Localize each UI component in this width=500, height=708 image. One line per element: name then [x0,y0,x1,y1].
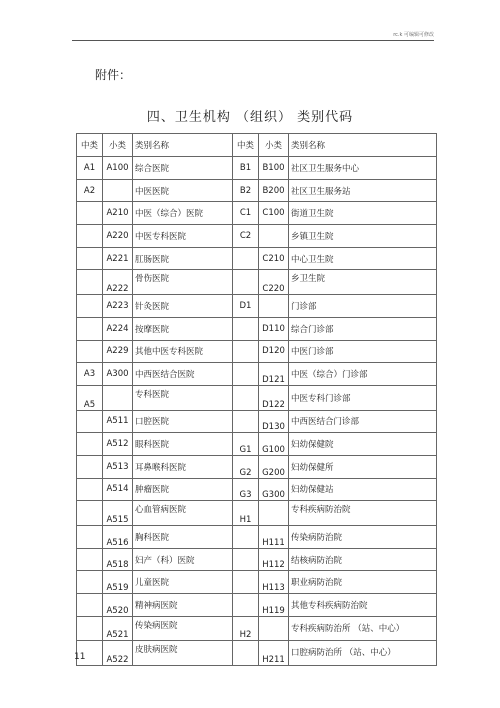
table-row [77,641,437,666]
cell-sub-class: B200 [259,179,289,202]
table-row [77,616,437,641]
header-sub-class: 小类 [103,134,133,157]
header-category-name: 类别名称 [133,134,233,157]
cell-category-name: 中医（综合）医院 [133,202,233,225]
cell-sub-class: A100 [103,157,133,180]
cell-mid-class: G1 [233,433,259,456]
cell-category-name: 中西医结合医院 [133,363,233,386]
cell-mid-class [77,594,103,617]
table-row [77,478,437,501]
cell-sub-class: A513 [103,455,133,478]
cell-sub-class: C220 [259,270,289,295]
cell-category-name: 中医医院 [133,179,233,202]
cell-category-name: 其他专科疾病防治院 [289,594,437,617]
cell-mid-class: C1 [233,202,259,225]
cell-category-name: 妇产（科）医院 [133,548,233,571]
cell-mid-class [77,340,103,363]
cell-category-name: 妇幼保健院 [289,433,437,456]
cell-sub-class: A514 [103,478,133,501]
header-mid-class: 中类 [233,134,259,157]
cell-mid-class [77,571,103,594]
cell-sub-class [259,501,289,526]
cell-sub-class: H112 [259,548,289,571]
cell-sub-class: A521 [103,616,133,641]
cell-category-name: 按摩医院 [133,317,233,340]
cell-mid-class: A1 [77,157,103,180]
table-row [77,247,437,270]
cell-mid-class: H2 [233,616,259,641]
cell-mid-class: G2 [233,455,259,478]
cell-sub-class: H211 [259,641,289,666]
cell-category-name: 肛肠医院 [133,247,233,270]
cell-sub-class: A300 [103,363,133,386]
cell-category-name: 中西医结合门诊部 [289,410,437,433]
table-header-row [77,134,437,157]
cell-category-name: 综合门诊部 [289,317,437,340]
cell-category-name: 口腔医院 [133,410,233,433]
cell-category-name: 肿瘤医院 [133,478,233,501]
cell-sub-class: G300 [259,478,289,501]
cell-category-name: 乡卫生院 [289,270,437,295]
cell-category-name: 耳鼻喉科医院 [133,455,233,478]
cell-category-name: 中医专科门诊部 [289,385,437,410]
cell-mid-class [233,526,259,549]
cell-category-name: 职业病防治院 [289,571,437,594]
cell-sub-class: A229 [103,340,133,363]
cell-mid-class [77,295,103,318]
cell-sub-class: A512 [103,433,133,456]
cell-category-name: 口腔病防治所 （站、中心） [289,641,437,666]
cell-sub-class: A520 [103,594,133,617]
cell-mid-class [233,270,259,295]
table-row [77,410,437,433]
cell-sub-class: C100 [259,202,289,225]
cell-category-name: 心血管病医院 [133,501,233,526]
cell-mid-class [233,571,259,594]
cell-sub-class: D110 [259,317,289,340]
cell-category-name: 门诊部 [289,295,437,318]
header-mid-class: 中类 [77,134,103,157]
cell-category-name: 其他中医专科医院 [133,340,233,363]
cell-mid-class: A2 [77,179,103,202]
table-row [77,455,437,478]
cell-mid-class [233,317,259,340]
table-row [77,225,437,248]
cell-sub-class: A223 [103,295,133,318]
header-category-name: 类别名称 [289,134,437,157]
cell-sub-class: H111 [259,526,289,549]
cell-mid-class [77,270,103,295]
cell-category-name: 中心卫生院 [289,247,437,270]
cell-sub-class: A220 [103,225,133,248]
cell-mid-class [77,616,103,641]
cell-category-name: 传染病医院 [133,616,233,641]
table-row [77,340,437,363]
cell-mid-class [233,641,259,666]
cell-category-name: 社区卫生服务站 [289,179,437,202]
cell-sub-class [259,616,289,641]
cell-mid-class: B2 [233,179,259,202]
cell-sub-class: A516 [103,526,133,549]
cell-category-name: 精神病医院 [133,594,233,617]
cell-category-name: 专科疾病防治所 （站、中心） [289,616,437,641]
cell-category-name: 专科疾病防治院 [289,501,437,526]
cell-category-name: 乡镇卫生院 [289,225,437,248]
cell-mid-class [77,548,103,571]
cell-mid-class: A5 [77,385,103,410]
cell-sub-class: A522 [103,641,133,666]
page-title: 四、卫生机构 （组织） 类别代码 [146,110,354,125]
cell-mid-class [233,594,259,617]
cell-sub-class [259,225,289,248]
cell-sub-class: D120 [259,340,289,363]
attachment-label: 附件： [95,68,132,82]
cell-sub-class: H119 [259,594,289,617]
cell-category-name: 妇幼保健所 [289,455,437,478]
cell-category-name: 中医（综合）门诊部 [289,363,437,386]
cell-sub-class: A210 [103,202,133,225]
cell-category-name: 儿童医院 [133,571,233,594]
cell-sub-class: A511 [103,410,133,433]
cell-sub-class: G100 [259,433,289,456]
cell-category-name: 社区卫生服务中心 [289,157,437,180]
cell-sub-class [103,179,133,202]
table-row [77,433,437,456]
table-row [77,594,437,617]
cell-mid-class: D1 [233,295,259,318]
cell-category-name: 胸科医院 [133,526,233,549]
cell-category-name: 中医专科医院 [133,225,233,248]
cell-category-name: 骨伤医院 [133,270,233,295]
cell-mid-class: G3 [233,478,259,501]
cell-category-name: 皮肤病医院 [133,641,233,666]
cell-mid-class [77,247,103,270]
table-row [77,363,437,386]
cell-mid-class: H1 [233,501,259,526]
cell-category-name: 针灸医院 [133,295,233,318]
table-row [77,501,437,526]
cell-sub-class: B100 [259,157,289,180]
cell-sub-class: A222 [103,270,133,295]
cell-sub-class: A519 [103,571,133,594]
header-sub-class: 小类 [259,134,289,157]
cell-mid-class [77,225,103,248]
cell-mid-class [233,548,259,571]
table-row [77,526,437,549]
cell-mid-class [77,317,103,340]
cell-category-name: 综合医院 [133,157,233,180]
cell-sub-class: A518 [103,548,133,571]
page-number: 11 [74,652,86,662]
cell-mid-class [77,526,103,549]
cell-category-name: 传染病防治院 [289,526,437,549]
cell-sub-class: D122 [259,385,289,410]
cell-sub-class: A221 [103,247,133,270]
cell-sub-class: D130 [259,410,289,433]
table-row [77,157,437,180]
header-note: rc.k 可编辑可修改 [393,32,434,38]
cell-category-name: 专科医院 [133,385,233,410]
cell-mid-class [233,340,259,363]
cell-category-name: 中医门诊部 [289,340,437,363]
cell-sub-class: A224 [103,317,133,340]
cell-mid-class [77,433,103,456]
cell-sub-class: H113 [259,571,289,594]
cell-mid-class [77,410,103,433]
cell-mid-class [77,478,103,501]
cell-mid-class [77,202,103,225]
table-row [77,179,437,202]
cell-sub-class [103,385,133,410]
cell-sub-class [259,295,289,318]
cell-category-name: 眼科医院 [133,433,233,456]
table-row [77,385,437,410]
table-row [77,571,437,594]
cell-mid-class: B1 [233,157,259,180]
cell-mid-class [233,247,259,270]
cell-sub-class: G200 [259,455,289,478]
category-code-table [76,133,437,666]
cell-category-name: 街道卫生院 [289,202,437,225]
cell-mid-class [233,385,259,410]
table-row [77,270,437,295]
cell-sub-class: C210 [259,247,289,270]
cell-mid-class: A3 [77,363,103,386]
cell-category-name: 结核病防治院 [289,548,437,571]
table-row [77,548,437,571]
cell-category-name: 妇幼保健站 [289,478,437,501]
table-row [77,202,437,225]
cell-mid-class: C2 [233,225,259,248]
cell-mid-class [77,455,103,478]
cell-sub-class: A515 [103,501,133,526]
cell-mid-class [233,363,259,386]
cell-mid-class [233,410,259,433]
header-rule [72,40,434,41]
cell-sub-class: D121 [259,363,289,386]
cell-mid-class [77,501,103,526]
table-row [77,295,437,318]
table-row [77,317,437,340]
